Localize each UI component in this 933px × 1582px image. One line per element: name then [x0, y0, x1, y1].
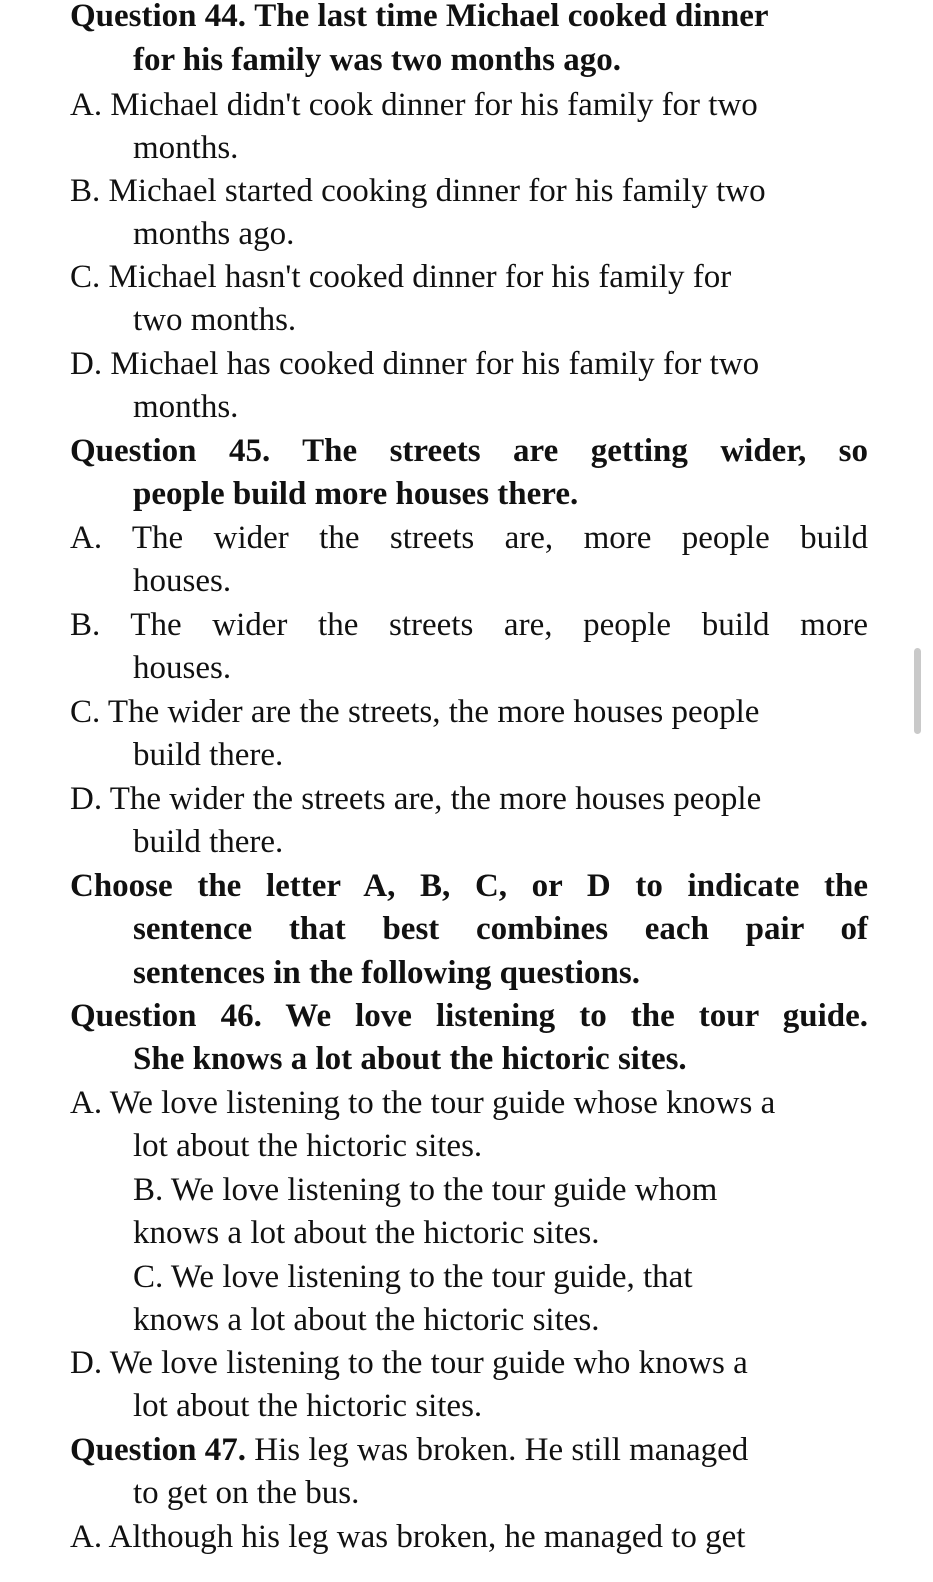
q46-option-d: D. We love listening to the tour guide who knows a	[70, 1345, 748, 1381]
q47-option-a: A. Although his leg was broken, he managed to get	[70, 1519, 746, 1555]
q46-option-a-cont: lot about the hictoric sites.	[133, 1128, 483, 1164]
q44-stem-line1	[70, 0, 769, 36]
q45-stem-line2: people build more houses there.	[133, 476, 579, 512]
q44-option-d: D. Michael has cooked dinner for his family for two	[70, 346, 760, 382]
q46-stem-line1: Question 46. We love listening to the tour guide.	[70, 998, 868, 1034]
q44-option-b-cont: months ago.	[133, 216, 295, 252]
q45-stem-line1: Question 45. The streets are getting wider, so	[70, 433, 868, 469]
q46-stem-line2: She knows a lot about the hictoric sites.	[133, 1041, 687, 1077]
q45-option-a: A. The wider the streets are, more people build	[70, 520, 868, 556]
q44-stem-line2: for his family was two months ago.	[133, 42, 621, 78]
q45-option-a-cont: houses.	[133, 563, 232, 599]
q47-stem-text: His leg was broken. He still managed	[254, 1432, 749, 1468]
q45-option-d: D. The wider the streets are, the more houses people	[70, 781, 762, 817]
instruction-line2: sentence that best combines each pair of	[133, 911, 868, 947]
q45-option-b: B. The wider the streets are, people build more	[70, 607, 868, 643]
q47-label: Question 47.	[70, 1432, 247, 1468]
q44-option-a-cont: months.	[133, 130, 239, 166]
q44-option-d-cont: months.	[133, 389, 239, 425]
q46-option-b-cont: knows a lot about the hictoric sites.	[133, 1215, 600, 1251]
q46-option-c: C. We love listening to the tour guide, that	[133, 1259, 693, 1295]
q46-option-d-cont: lot about the hictoric sites.	[133, 1388, 483, 1424]
q44-option-b: B. Michael started cooking dinner for his family two	[70, 173, 766, 209]
q45-option-d-cont: build there.	[133, 824, 284, 860]
scrollbar-thumb[interactable]	[914, 648, 921, 734]
q46-option-c-cont: knows a lot about the hictoric sites.	[133, 1302, 600, 1338]
q44-option-a: A. Michael didn't cook dinner for his family for two	[70, 87, 758, 123]
q44-option-c-cont: two months.	[133, 302, 297, 338]
q47-stem-line1	[70, 1430, 748, 1470]
q46-option-b: B. We love listening to the tour guide whom	[133, 1172, 718, 1208]
instruction-line1: Choose the letter A, B, C, or D to indicate the	[70, 868, 868, 904]
q46-option-a: A. We love listening to the tour guide whose knows a	[70, 1085, 776, 1121]
q47-stem-line2: to get on the bus.	[133, 1475, 360, 1511]
q44-stem-text: The last time Michael cooked dinner	[254, 0, 769, 34]
q45-option-c-cont: build there.	[133, 737, 284, 773]
instruction-line3: sentences in the following questions.	[133, 955, 640, 991]
q44-label: Question 44.	[70, 0, 247, 34]
q45-option-b-cont: houses.	[133, 650, 232, 686]
q45-option-c: C. The wider are the streets, the more houses people	[70, 694, 760, 730]
q44-option-c: C. Michael hasn't cooked dinner for his family for	[70, 259, 732, 295]
